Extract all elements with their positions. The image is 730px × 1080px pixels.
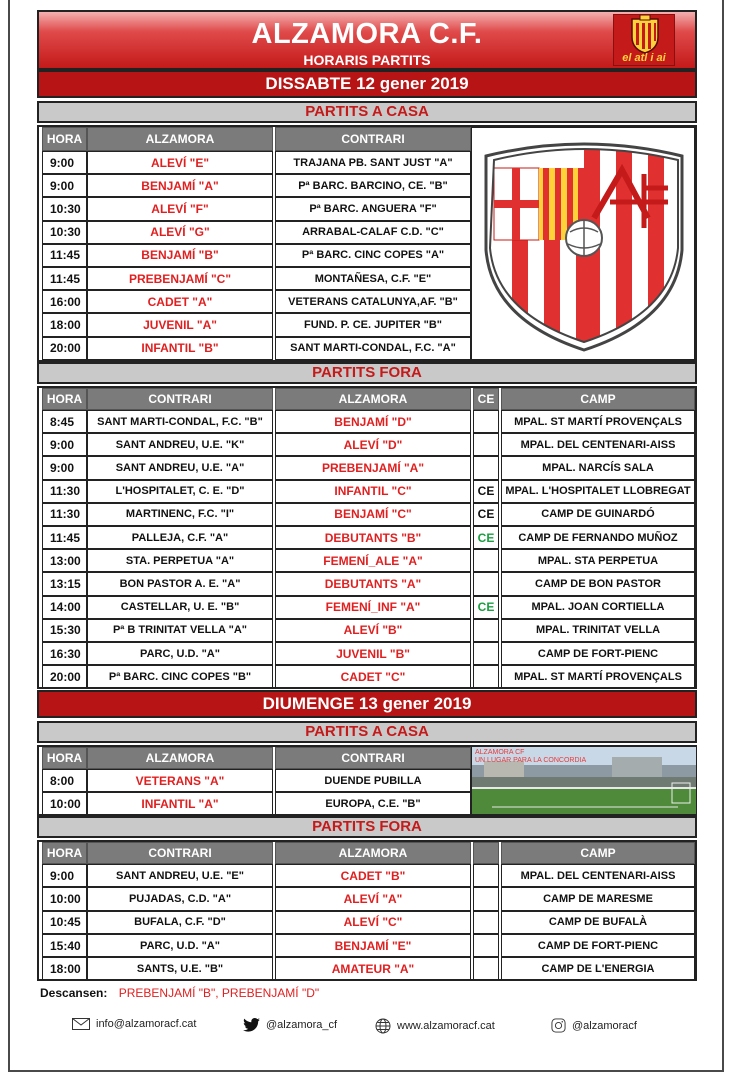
cell-camp: CAMP DE FERNANDO MUÑOZ	[501, 526, 695, 549]
cell-ce: CE	[473, 480, 499, 503]
cell-alzamora: DEBUTANTS "B"	[275, 526, 471, 549]
club-title: ALZAMORA C.F.	[251, 18, 483, 50]
table-header-row	[39, 388, 695, 410]
cell-ce	[473, 572, 499, 595]
cell-hora: 13:00	[42, 549, 87, 572]
footer-web[interactable]	[375, 1018, 495, 1034]
cell-hora: 9:00	[42, 456, 87, 479]
cell-alzamora: ALEVÍ "G"	[87, 221, 273, 244]
cell-contrari: PARC, U.D. "A"	[87, 934, 273, 957]
cell-contrari: TRAJANA PB. SANT JUST "A"	[275, 151, 471, 174]
cell-ce	[473, 934, 499, 957]
cell-hora: 16:00	[42, 290, 87, 313]
cell-hora: 10:30	[42, 197, 87, 220]
cell-hora: 18:00	[42, 957, 87, 980]
cell-contrari: L'HOSPITALET, C. E. "D"	[87, 480, 273, 503]
cell-alzamora: INFANTIL "B"	[87, 337, 273, 360]
photo-caption-motto: UN LUGAR PARA LA CONCORDIA	[475, 757, 587, 764]
cell-contrari: MONTAÑESA, C.F. "E"	[275, 267, 471, 290]
cell-contrari: Pª BARC. CINC COPES "A"	[275, 244, 471, 267]
cell-contrari: PALLEJA, C.F. "A"	[87, 526, 273, 549]
column-header-contrari: CONTRARI	[87, 388, 273, 410]
instagram-icon	[551, 1018, 566, 1033]
cell-alzamora: ALEVÍ "F"	[87, 197, 273, 220]
cell-contrari: CASTELLAR, U. E. "B"	[87, 596, 273, 619]
cell-contrari: MARTINENC, F.C. "I"	[87, 503, 273, 526]
cell-hora: 8:00	[42, 769, 87, 792]
cell-alzamora: CADET "A"	[87, 290, 273, 313]
column-header-contrari: CONTRARI	[275, 747, 471, 769]
footer-email-text: info@alzamoracf.cat	[96, 1018, 197, 1030]
cell-hora: 9:00	[42, 864, 87, 887]
cell-hora: 10:45	[42, 911, 87, 934]
cell-contrari: Pª BARC. BARCINO, CE. "B"	[275, 174, 471, 197]
column-header-alzamora: ALZAMORA	[275, 388, 471, 410]
logo-text: el atl i ai	[622, 52, 666, 64]
table-row	[39, 526, 695, 549]
cell-contrari: Pª BARC. ANGUERA "F"	[275, 197, 471, 220]
footer-twitter-text: @alzamora_cf	[266, 1019, 338, 1031]
cell-contrari: SANT MARTI-CONDAL, F.C. "B"	[87, 410, 273, 433]
table-row	[39, 572, 695, 595]
cell-alzamora: PREBENJAMÍ "C"	[87, 267, 273, 290]
cell-hora: 13:15	[42, 572, 87, 595]
cell-alzamora: JUVENIL "B"	[275, 642, 471, 665]
saturday-home-title: PARTITS A CASA	[37, 101, 697, 123]
club-logo-small	[613, 14, 675, 66]
poster-header	[37, 10, 697, 70]
column-header-alzamora: ALZAMORA	[87, 747, 273, 769]
cell-ce	[473, 864, 499, 887]
cell-contrari: STA. PERPETUA "A"	[87, 549, 273, 572]
cell-contrari: BUFALA, C.F. "D"	[87, 911, 273, 934]
cell-camp: CAMP DE MARESME	[501, 887, 695, 910]
cell-alzamora: AMATEUR "A"	[275, 957, 471, 980]
club-crest-panel	[471, 127, 695, 360]
column-header-contrari: CONTRARI	[275, 127, 471, 151]
cell-camp: MPAL. ST MARTÍ PROVENÇALS	[501, 665, 695, 688]
column-header-ce	[473, 842, 499, 864]
club-crest-icon	[472, 128, 696, 361]
saturday-day-title: DISSABTE 12 gener 2019	[37, 70, 697, 98]
cell-hora: 10:30	[42, 221, 87, 244]
cell-camp: MPAL. DEL CENTENARI-AISS	[501, 864, 695, 887]
table-row	[39, 934, 695, 957]
cell-hora: 14:00	[42, 596, 87, 619]
cell-hora: 20:00	[42, 665, 87, 688]
cell-camp: CAMP DE BUFALÀ	[501, 911, 695, 934]
cell-ce	[473, 433, 499, 456]
cell-ce	[473, 911, 499, 934]
cell-alzamora: PREBENJAMÍ "A"	[275, 456, 471, 479]
schedule-subtitle: HORARIS PARTITS	[303, 52, 431, 68]
cell-alzamora: ALEVÍ "A"	[275, 887, 471, 910]
cell-camp: CAMP DE L'ENERGIA	[501, 957, 695, 980]
cell-camp: MPAL. JOAN CORTIELLA	[501, 596, 695, 619]
table-row	[39, 864, 695, 887]
cell-camp: MPAL. NARCÍS SALA	[501, 456, 695, 479]
cell-contrari: SANT MARTI-CONDAL, F.C. "A"	[275, 337, 471, 360]
cell-ce: CE	[473, 596, 499, 619]
cell-hora: 11:45	[42, 526, 87, 549]
table-row	[39, 642, 695, 665]
mail-icon	[72, 1018, 90, 1030]
rest-line	[40, 986, 319, 1000]
cell-hora: 11:45	[42, 244, 87, 267]
table-row	[39, 503, 695, 526]
cell-hora: 10:00	[42, 887, 87, 910]
cell-contrari: SANT ANDREU, U.E. "A"	[87, 456, 273, 479]
cell-camp: CAMP DE FORT-PIENC	[501, 934, 695, 957]
table-row	[39, 911, 695, 934]
cell-camp: CAMP DE GUINARDÓ	[501, 503, 695, 526]
cell-contrari: SANT ANDREU, U.E. "E"	[87, 864, 273, 887]
sunday-away-table	[37, 840, 697, 981]
photo-caption-club: ALZAMORA CF	[475, 749, 525, 756]
cell-alzamora: BENJAMÍ "B"	[87, 244, 273, 267]
cell-alzamora: CADET "B"	[275, 864, 471, 887]
table-row	[39, 549, 695, 572]
cell-hora: 15:40	[42, 934, 87, 957]
sunday-away-title: PARTITS FORA	[37, 816, 697, 838]
cell-hora: 11:30	[42, 480, 87, 503]
cell-alzamora: CADET "C"	[275, 665, 471, 688]
cell-contrari: PARC, U.D. "A"	[87, 642, 273, 665]
footer-twitter[interactable]	[243, 1018, 337, 1032]
cell-ce	[473, 887, 499, 910]
cell-ce: CE	[473, 526, 499, 549]
sunday-home-title: PARTITS A CASA	[37, 721, 697, 743]
cell-alzamora: BENJAMÍ "E"	[275, 934, 471, 957]
cell-alzamora: INFANTIL "A"	[87, 792, 273, 815]
cell-contrari: Pª BARC. CINC COPES "B"	[87, 665, 273, 688]
cell-camp: MPAL. ST MARTÍ PROVENÇALS	[501, 410, 695, 433]
cell-camp: CAMP DE FORT-PIENC	[501, 642, 695, 665]
cell-alzamora: ALEVÍ "D"	[275, 433, 471, 456]
cell-hora: 9:00	[42, 151, 87, 174]
cell-hora: 8:45	[42, 410, 87, 433]
shield-icon	[614, 15, 676, 55]
table-row	[39, 480, 695, 503]
column-header-hora: HORA	[42, 388, 87, 410]
cell-contrari: EUROPA, C.E. "B"	[275, 792, 471, 815]
table-row	[39, 433, 695, 456]
rest-teams: PREBENJAMÍ "B", PREBENJAMÍ "D"	[118, 986, 320, 1000]
column-header-alzamora: ALZAMORA	[87, 127, 273, 151]
cell-camp: MPAL. STA PERPETUA	[501, 549, 695, 572]
cell-alzamora: JUVENIL "A"	[87, 313, 273, 336]
cell-contrari: DUENDE PUBILLA	[275, 769, 471, 792]
footer-instagram[interactable]	[551, 1018, 637, 1033]
table-row	[39, 957, 695, 980]
cell-camp: MPAL. DEL CENTENARI-AISS	[501, 433, 695, 456]
sunday-day-title: DIUMENGE 13 gener 2019	[37, 690, 697, 718]
cell-ce	[473, 549, 499, 572]
cell-alzamora: FEMENÍ_ALE "A"	[275, 549, 471, 572]
cell-ce	[473, 957, 499, 980]
column-header-alzamora: ALZAMORA	[275, 842, 471, 864]
globe-icon	[375, 1018, 391, 1034]
cell-hora: 20:00	[42, 337, 87, 360]
cell-hora: 16:30	[42, 642, 87, 665]
cell-alzamora: ALEVÍ "E"	[87, 151, 273, 174]
table-row	[39, 410, 695, 433]
footer-web-text: www.alzamoracf.cat	[397, 1020, 495, 1032]
column-header-ce: CE	[473, 388, 499, 410]
cell-hora: 9:00	[42, 433, 87, 456]
column-header-hora: HORA	[42, 842, 87, 864]
cell-ce	[473, 642, 499, 665]
column-header-camp: CAMP	[501, 388, 695, 410]
cell-camp: MPAL. TRINITAT VELLA	[501, 619, 695, 642]
table-row	[39, 665, 695, 688]
cell-alzamora: FEMENÍ_INF "A"	[275, 596, 471, 619]
cell-alzamora: INFANTIL "C"	[275, 480, 471, 503]
cell-hora: 15:30	[42, 619, 87, 642]
rest-label: Descansen:	[40, 986, 108, 1000]
cell-contrari: SANT ANDREU, U.E. "K"	[87, 433, 273, 456]
cell-contrari: FUND. P. CE. JUPITER "B"	[275, 313, 471, 336]
cell-camp: MPAL. L'HOSPITALET LLOBREGAT	[501, 480, 695, 503]
table-row	[39, 456, 695, 479]
cell-ce	[473, 410, 499, 433]
table-row	[39, 619, 695, 642]
cell-hora: 18:00	[42, 313, 87, 336]
cell-contrari: BON PASTOR A. E. "A"	[87, 572, 273, 595]
footer-email[interactable]	[72, 1018, 196, 1030]
cell-hora: 11:30	[42, 503, 87, 526]
cell-contrari: SANTS, U.E. "B"	[87, 957, 273, 980]
cell-contrari: PUJADAS, C.D. "A"	[87, 887, 273, 910]
stadium-photo	[471, 746, 697, 815]
cell-ce: CE	[473, 503, 499, 526]
table-header-row	[39, 842, 695, 864]
twitter-icon	[243, 1018, 260, 1032]
cell-ce	[473, 456, 499, 479]
saturday-away-table	[37, 386, 697, 689]
footer-instagram-text: @alzamoracf	[572, 1019, 637, 1032]
cell-ce	[473, 665, 499, 688]
saturday-away-title: PARTITS FORA	[37, 362, 697, 384]
cell-alzamora: BENJAMÍ "C"	[275, 503, 471, 526]
column-header-hora: HORA	[42, 747, 87, 769]
cell-alzamora: BENJAMÍ "A"	[87, 174, 273, 197]
table-row	[39, 887, 695, 910]
cell-contrari: VETERANS CATALUNYA,AF. "B"	[275, 290, 471, 313]
column-header-contrari: CONTRARI	[87, 842, 273, 864]
table-row	[39, 596, 695, 619]
cell-alzamora: BENJAMÍ "D"	[275, 410, 471, 433]
cell-camp: CAMP DE BON PASTOR	[501, 572, 695, 595]
cell-contrari: Pª B TRINITAT VELLA "A"	[87, 619, 273, 642]
cell-alzamora: DEBUTANTS "A"	[275, 572, 471, 595]
cell-ce	[473, 619, 499, 642]
cell-alzamora: ALEVÍ "B"	[275, 619, 471, 642]
cell-hora: 9:00	[42, 174, 87, 197]
column-header-hora: HORA	[42, 127, 87, 151]
cell-contrari: ARRABAL-CALAF C.D. "C"	[275, 221, 471, 244]
cell-alzamora: VETERANS "A"	[87, 769, 273, 792]
cell-alzamora: ALEVÍ "C"	[275, 911, 471, 934]
cell-hora: 10:00	[42, 792, 87, 815]
cell-hora: 11:45	[42, 267, 87, 290]
column-header-camp: CAMP	[501, 842, 695, 864]
